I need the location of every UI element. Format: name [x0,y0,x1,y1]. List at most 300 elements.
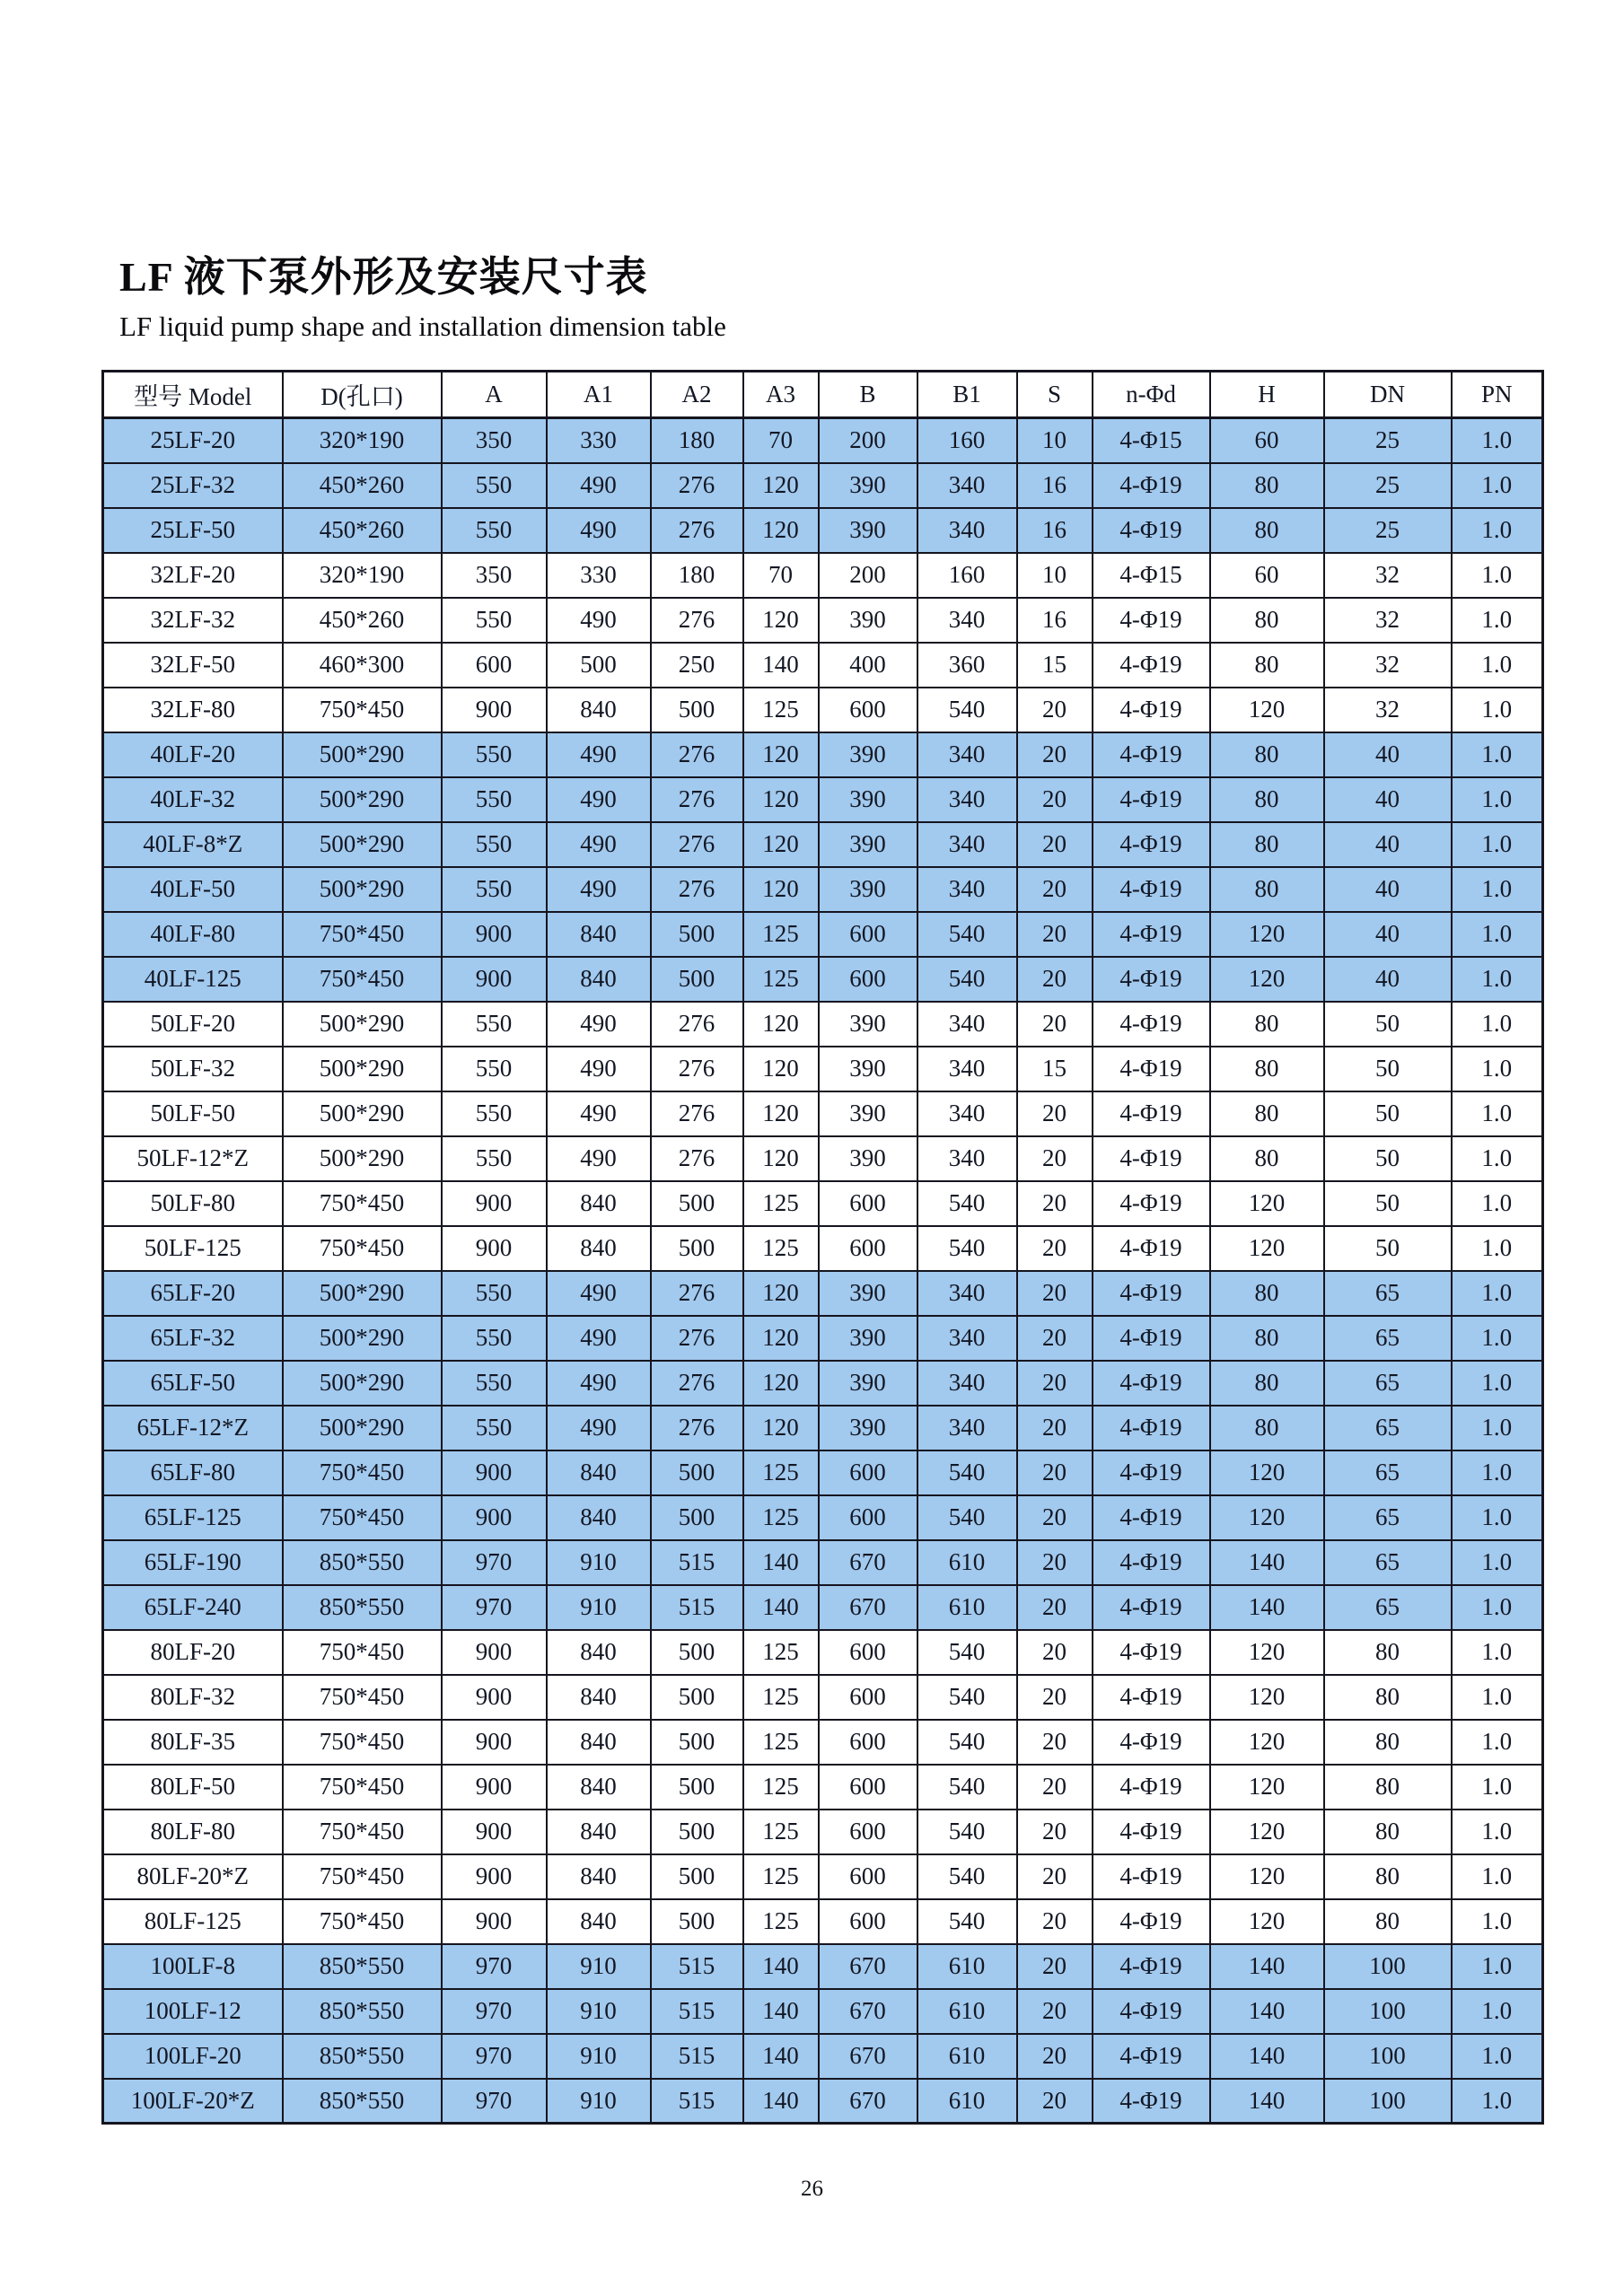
table-cell: 4-Φ19 [1093,1047,1210,1091]
table-cell: 4-Φ19 [1093,1316,1210,1361]
dimension-table [101,370,1544,2125]
table-cell: 500 [651,957,743,1002]
table-cell: 80 [1210,1271,1324,1316]
table-cell: 120 [1210,1450,1324,1495]
table-cell: 1.0 [1452,418,1543,463]
table-cell: 50LF-50 [103,1091,283,1136]
table-cell: 4-Φ15 [1093,418,1210,463]
table-row [103,957,1543,1002]
table-row [103,508,1543,553]
table-cell: 4-Φ19 [1093,1630,1210,1675]
table-cell: 340 [917,1047,1017,1091]
table-cell: 276 [651,732,743,777]
table-cell: 80 [1210,508,1324,553]
table-cell: 80 [1210,732,1324,777]
table-cell: 1.0 [1452,2079,1543,2124]
table-cell: 80 [1324,1765,1452,1810]
table-cell: 4-Φ19 [1093,912,1210,957]
table-cell: 140 [743,643,819,688]
table-cell: 10 [1017,418,1093,463]
table-cell: 140 [743,1989,819,2034]
table-cell: 490 [547,1316,651,1361]
table-cell: 20 [1017,1854,1093,1899]
table-cell: 65LF-32 [103,1316,283,1361]
table-cell: 32LF-32 [103,598,283,643]
table-cell: 500 [651,1495,743,1540]
table-cell: 500 [651,1720,743,1765]
table-cell: 540 [917,1810,1017,1854]
table-cell: 120 [1210,1765,1324,1810]
table-cell: 500*290 [283,1002,442,1047]
table-cell: 910 [547,1585,651,1630]
table-cell: 20 [1017,957,1093,1002]
table-cell: 120 [743,463,819,508]
table-row [103,1495,1543,1540]
table-row [103,1854,1543,1899]
table-cell: 100 [1324,2034,1452,2079]
table-cell: 80 [1210,1002,1324,1047]
table-cell: 125 [743,1675,819,1720]
table-cell: 120 [1210,688,1324,732]
table-cell: 670 [819,2034,917,2079]
table-cell: 120 [743,1316,819,1361]
table-cell: 900 [442,1495,547,1540]
table-cell: 1.0 [1452,1585,1543,1630]
table-cell: 80 [1324,1630,1452,1675]
table-cell: 1.0 [1452,643,1543,688]
table-cell: 750*450 [283,1720,442,1765]
table-cell: 80 [1324,1854,1452,1899]
table-cell: 120 [743,508,819,553]
table-cell: 840 [547,1450,651,1495]
table-cell: 250 [651,643,743,688]
table-cell: 20 [1017,1675,1093,1720]
table-cell: 840 [547,1765,651,1810]
table-cell: 900 [442,1810,547,1854]
table-cell: 100LF-20*Z [103,2079,283,2124]
table-cell: 4-Φ19 [1093,598,1210,643]
table-cell: 65LF-20 [103,1271,283,1316]
table-cell: 125 [743,1630,819,1675]
table-cell: 970 [442,2034,547,2079]
document-header [0,0,1624,343]
table-cell: 40LF-125 [103,957,283,1002]
table-cell: 50LF-80 [103,1181,283,1226]
table-cell: 500 [651,1450,743,1495]
table-cell: 970 [442,1585,547,1630]
table-row [103,1406,1543,1450]
table-row [103,1630,1543,1675]
table-cell: 840 [547,688,651,732]
table-cell: 120 [743,1047,819,1091]
table-cell: 20 [1017,822,1093,867]
table-cell: 850*550 [283,2079,442,2124]
table-cell: 40 [1324,777,1452,822]
table-cell: 610 [917,1540,1017,1585]
table-cell: 970 [442,2079,547,2124]
table-cell: 125 [743,1854,819,1899]
table-cell: 140 [1210,1944,1324,1989]
table-cell: 4-Φ19 [1093,1136,1210,1181]
table-cell: 65LF-80 [103,1450,283,1495]
table-cell: 1.0 [1452,1810,1543,1854]
table-cell: 900 [442,957,547,1002]
table-cell: 350 [442,418,547,463]
table-row [103,777,1543,822]
table-cell: 120 [743,1002,819,1047]
table-cell: 20 [1017,1765,1093,1810]
table-cell: 16 [1017,508,1093,553]
table-cell: 20 [1017,732,1093,777]
table-cell: 340 [917,508,1017,553]
table-cell: 160 [917,553,1017,598]
table-cell: 490 [547,1091,651,1136]
table-cell: 340 [917,1136,1017,1181]
table-row [103,1540,1543,1585]
table-cell: 50 [1324,1181,1452,1226]
table-cell: 25LF-20 [103,418,283,463]
table-cell: 20 [1017,1271,1093,1316]
table-cell: 4-Φ19 [1093,1720,1210,1765]
table-cell: 16 [1017,463,1093,508]
table-cell: 900 [442,1630,547,1675]
table-cell: 40LF-20 [103,732,283,777]
table-cell: 500 [651,1899,743,1944]
table-cell: 20 [1017,1585,1093,1630]
table-cell: 120 [743,1136,819,1181]
table-cell: 390 [819,1091,917,1136]
table-cell: 20 [1017,867,1093,912]
table-cell: 120 [743,598,819,643]
table-cell: 390 [819,598,917,643]
table-cell: 120 [1210,957,1324,1002]
table-cell: 4-Φ19 [1093,732,1210,777]
table-cell: 1.0 [1452,867,1543,912]
table-cell: 125 [743,1765,819,1810]
table-cell: 65 [1324,1271,1452,1316]
table-cell: 320*190 [283,418,442,463]
table-row [103,1944,1543,1989]
table-cell: 80 [1210,1047,1324,1091]
table-cell: 600 [819,1810,917,1854]
table-row [103,1002,1543,1047]
table-cell: 850*550 [283,2034,442,2079]
table-cell: 20 [1017,1091,1093,1136]
table-cell: 1.0 [1452,2034,1543,2079]
table-cell: 550 [442,777,547,822]
table-cell: 550 [442,1406,547,1450]
table-cell: 1.0 [1452,1091,1543,1136]
table-cell: 910 [547,2079,651,2124]
table-cell: 500*290 [283,1361,442,1406]
table-cell: 1.0 [1452,1675,1543,1720]
table-row [103,1271,1543,1316]
table-cell: 500 [651,1810,743,1854]
table-row [103,1316,1543,1361]
table-row [103,1226,1543,1271]
table-cell: 390 [819,777,917,822]
table-cell: 490 [547,1047,651,1091]
table-cell: 80 [1210,1091,1324,1136]
table-cell: 500*290 [283,1136,442,1181]
table-cell: 20 [1017,1450,1093,1495]
table-row [103,463,1543,508]
table-cell: 1.0 [1452,1720,1543,1765]
table-cell: 340 [917,463,1017,508]
table-cell: 610 [917,1989,1017,2034]
table-cell: 340 [917,1361,1017,1406]
table-cell: 65LF-50 [103,1361,283,1406]
table-cell: 400 [819,643,917,688]
table-cell: 390 [819,1047,917,1091]
table-cell: 840 [547,1181,651,1226]
table-cell: 120 [743,1406,819,1450]
table-cell: 25 [1324,508,1452,553]
table-cell: 340 [917,1406,1017,1450]
table-cell: 120 [743,732,819,777]
table-cell: 900 [442,1675,547,1720]
table-header-row [103,372,1543,418]
table-cell: 276 [651,1406,743,1450]
table-cell: 1.0 [1452,553,1543,598]
table-cell: 65 [1324,1406,1452,1450]
table-cell: 540 [917,1226,1017,1271]
table-cell: 840 [547,1226,651,1271]
table-cell: 1.0 [1452,1899,1543,1944]
table-cell: 450*260 [283,463,442,508]
table-cell: 120 [1210,1181,1324,1226]
table-cell: 500 [651,1181,743,1226]
table-cell: 100LF-12 [103,1989,283,2034]
table-cell: 1.0 [1452,598,1543,643]
table-row [103,1181,1543,1226]
table-cell: 4-Φ19 [1093,688,1210,732]
table-cell: 1.0 [1452,463,1543,508]
table-cell: 540 [917,1495,1017,1540]
table-cell: 32LF-50 [103,643,283,688]
table-body [103,418,1543,2124]
table-row [103,1361,1543,1406]
table-cell: 600 [819,1765,917,1810]
table-cell: 4-Φ19 [1093,1810,1210,1854]
table-cell: 276 [651,1361,743,1406]
table-cell: 80 [1324,1720,1452,1765]
table-cell: 4-Φ19 [1093,1765,1210,1810]
table-cell: 140 [1210,1989,1324,2034]
table-cell: 515 [651,1944,743,1989]
table-cell: 900 [442,1226,547,1271]
table-cell: 120 [743,867,819,912]
table-cell: 540 [917,1854,1017,1899]
table-cell: 850*550 [283,1540,442,1585]
table-cell: 540 [917,1450,1017,1495]
table-cell: 1.0 [1452,732,1543,777]
table-cell: 20 [1017,688,1093,732]
table-cell: 200 [819,553,917,598]
table-cell: 32LF-80 [103,688,283,732]
table-cell: 1.0 [1452,508,1543,553]
table-cell: 500*290 [283,1406,442,1450]
table-cell: 600 [819,1450,917,1495]
table-row [103,1585,1543,1630]
table-cell: 540 [917,1675,1017,1720]
table-cell: 100LF-8 [103,1944,283,1989]
table-cell: 80 [1210,822,1324,867]
table-cell: 750*450 [283,1630,442,1675]
table-cell: 276 [651,1316,743,1361]
table-cell: 340 [917,1091,1017,1136]
table-cell: 140 [743,2034,819,2079]
table-cell: 125 [743,912,819,957]
table-cell: 970 [442,1944,547,1989]
table-cell: 500*290 [283,1047,442,1091]
table-row [103,553,1543,598]
table-cell: 840 [547,1720,651,1765]
table-cell: 65 [1324,1361,1452,1406]
column-header: A [442,372,547,418]
table-cell: 1.0 [1452,1450,1543,1495]
table-cell: 490 [547,777,651,822]
table-cell: 65LF-12*Z [103,1406,283,1450]
table-cell: 40LF-50 [103,867,283,912]
table-cell: 390 [819,508,917,553]
table-cell: 125 [743,1720,819,1765]
table-cell: 125 [743,1899,819,1944]
table-cell: 670 [819,1989,917,2034]
table-row [103,643,1543,688]
table-cell: 490 [547,732,651,777]
table-cell: 4-Φ15 [1093,553,1210,598]
table-cell: 120 [1210,1630,1324,1675]
table-cell: 140 [743,1540,819,1585]
table-cell: 610 [917,2079,1017,2124]
table-cell: 160 [917,418,1017,463]
column-header: B1 [917,372,1017,418]
table-cell: 550 [442,1047,547,1091]
table-cell: 50LF-125 [103,1226,283,1271]
table-cell: 40 [1324,867,1452,912]
table-cell: 25LF-32 [103,463,283,508]
table-cell: 610 [917,1944,1017,1989]
table-cell: 390 [819,1361,917,1406]
table-cell: 500*290 [283,1316,442,1361]
table-cell: 4-Φ19 [1093,957,1210,1002]
table-cell: 50 [1324,1136,1452,1181]
table-cell: 40LF-8*Z [103,822,283,867]
table-cell: 500 [547,643,651,688]
table-cell: 4-Φ19 [1093,1002,1210,1047]
table-cell: 610 [917,2034,1017,2079]
table-cell: 450*260 [283,598,442,643]
table-cell: 850*550 [283,1585,442,1630]
table-cell: 390 [819,732,917,777]
table-cell: 20 [1017,1899,1093,1944]
table-cell: 670 [819,1540,917,1585]
table-cell: 500*290 [283,732,442,777]
table-cell: 500 [651,688,743,732]
table-cell: 750*450 [283,688,442,732]
table-cell: 490 [547,822,651,867]
table-cell: 50 [1324,1002,1452,1047]
table-cell: 330 [547,553,651,598]
column-header: DN [1324,372,1452,418]
table-cell: 20 [1017,1316,1093,1361]
table-cell: 100 [1324,1989,1452,2034]
table-cell: 80LF-80 [103,1810,283,1854]
table-cell: 125 [743,957,819,1002]
table-cell: 900 [442,1720,547,1765]
table-cell: 65 [1324,1316,1452,1361]
table-cell: 65LF-240 [103,1585,283,1630]
table-cell: 490 [547,463,651,508]
table-cell: 15 [1017,1047,1093,1091]
table-cell: 600 [819,1854,917,1899]
table-cell: 550 [442,598,547,643]
table-cell: 140 [1210,2034,1324,2079]
table-cell: 80LF-20*Z [103,1854,283,1899]
table-cell: 600 [819,1226,917,1271]
table-cell: 80 [1210,777,1324,822]
table-cell: 20 [1017,2034,1093,2079]
table-cell: 4-Φ19 [1093,1271,1210,1316]
table-cell: 120 [1210,1675,1324,1720]
table-row [103,1450,1543,1495]
table-cell: 120 [743,1271,819,1316]
table-cell: 550 [442,1002,547,1047]
table-cell: 20 [1017,1944,1093,1989]
table-cell: 320*190 [283,553,442,598]
table-row [103,418,1543,463]
table-cell: 276 [651,1091,743,1136]
column-header: A1 [547,372,651,418]
table-cell: 600 [442,643,547,688]
table-row [103,2079,1543,2124]
table-cell: 1.0 [1452,1406,1543,1450]
table-cell: 1.0 [1452,1765,1543,1810]
table-cell: 550 [442,1136,547,1181]
table-cell: 515 [651,2034,743,2079]
table-cell: 276 [651,598,743,643]
table-cell: 490 [547,1406,651,1450]
table-cell: 500*290 [283,1271,442,1316]
table-cell: 970 [442,1989,547,2034]
table-cell: 840 [547,1495,651,1540]
table-cell: 550 [442,867,547,912]
table-cell: 500 [651,1630,743,1675]
table-cell: 340 [917,1002,1017,1047]
table-cell: 15 [1017,643,1093,688]
table-cell: 120 [1210,1720,1324,1765]
table-cell: 840 [547,1810,651,1854]
table-cell: 540 [917,1630,1017,1675]
column-header: B [819,372,917,418]
table-cell: 490 [547,867,651,912]
table-cell: 4-Φ19 [1093,1675,1210,1720]
table-cell: 120 [743,822,819,867]
table-cell: 140 [1210,2079,1324,2124]
table-cell: 1.0 [1452,1854,1543,1899]
table-cell: 20 [1017,1720,1093,1765]
table-cell: 910 [547,2034,651,2079]
table-cell: 1.0 [1452,1136,1543,1181]
table-cell: 65 [1324,1585,1452,1630]
table-cell: 10 [1017,553,1093,598]
table-cell: 900 [442,1765,547,1810]
table-cell: 390 [819,1316,917,1361]
table-cell: 80 [1210,1316,1324,1361]
table-row [103,1989,1543,2034]
table-cell: 20 [1017,1361,1093,1406]
